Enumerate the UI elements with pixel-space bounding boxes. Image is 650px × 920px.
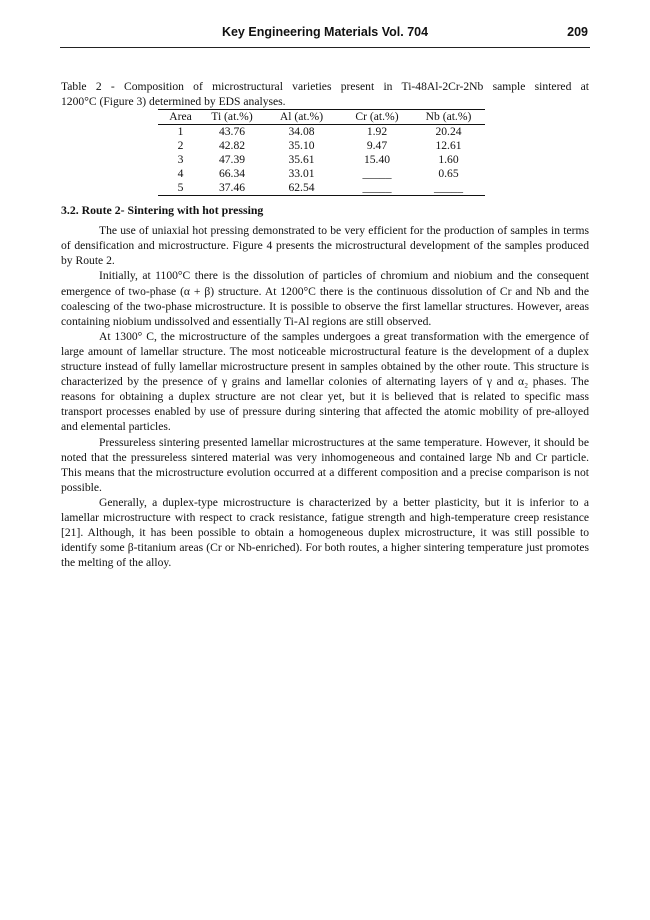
column-header-ti: Ti (at.%) — [203, 110, 261, 125]
table-cell: 62.54 — [288, 181, 315, 195]
column-header-al: Al (at.%) — [261, 110, 342, 125]
table-row — [158, 181, 485, 196]
table-cell: 47.39 — [218, 153, 246, 167]
body-paragraph: At 1300° C, the microstructure of the samples undergoes a great transformation with the emergence of large amount of lamellar structure. The most noticeable microstructural feature is the development of a duplex structure instead of fully lamellar microstructure present in samples obtained by the other route. This structure is characterized by the presence of γ grains and lamellar colonies of alternating layers of γ and α₂ phases. The reasons for obtaining a duplex structure are not clear yet, but it is believed that is related to specific mass transport processes enabled by use of pressure during sintering that affected the atomic mobility of pre-alloyed and elemental particles. — [61, 329, 589, 434]
table-caption-line-1: Table 2 - Composition of microstructural varieties present in Ti-48Al-2Cr-2Nb sample sintered at — [61, 80, 589, 93]
body-paragraph: The use of uniaxial hot pressing demonstrated to be very efficient for the production of samples in terms of densification and microstructure. Figure 4 presents the microstructural development of the samples produced by Route 2. — [61, 224, 589, 268]
table-cell: 33.01 — [288, 167, 315, 181]
table-cell: 20.24 — [435, 125, 462, 139]
table-cell: 37.46 — [218, 181, 246, 195]
table-cell: _____ — [362, 181, 392, 195]
table-cell: 35.10 — [288, 139, 315, 153]
table-cell: 2 — [177, 139, 184, 153]
table-cell: 42.82 — [218, 139, 246, 153]
table-row — [158, 167, 485, 181]
table-cell: 4 — [177, 167, 184, 181]
column-header-nb: Nb (at.%) — [412, 110, 485, 125]
table-cell: 66.34 — [218, 167, 246, 181]
table-cell: 1.60 — [438, 153, 459, 167]
body-paragraph: Pressureless sintering presented lamellar microstructures at the same temperature. However, it should be noted that the pressureless sintered material was very inhomogeneous and contained large Nb and Cr particle. This means that the microstructure evolution occurred at a different composition and a precise comparison is not possible. — [61, 435, 589, 494]
composition-table — [158, 109, 485, 196]
body-paragraph: Initially, at 1100°C there is the dissolution of particles of chromium and niobium and the consequent emergence of two-phase (α + β) structure. At 1200°C there is the continuous dissolution of Cr and Nb and the coalescing of the two-phase microstructure. It is possible to observe the first lamellar structures. However, areas containing niobium undissolved and essentially Ti-Al regions are still observed. — [61, 269, 589, 328]
table-caption — [61, 79, 589, 109]
table-row — [158, 125, 485, 140]
journal-title: Key Engineering Materials Vol. 704 — [221, 25, 429, 39]
table-header-row — [158, 110, 485, 125]
table-cell: 1.92 — [366, 125, 388, 139]
table-cell: 1 — [177, 125, 184, 139]
section-heading: 3.2. Route 2- Sintering with hot pressing — [61, 203, 264, 218]
table-cell: 43.76 — [218, 125, 246, 139]
body-content — [61, 79, 589, 570]
table-cell: 12.61 — [435, 139, 462, 153]
table-cell: 9.47 — [366, 139, 388, 153]
table-caption-line-2: 1200°C (Figure 3) determined by EDS analyses. — [61, 95, 286, 109]
table-cell: _____ — [434, 181, 463, 195]
column-header-cr: Cr (at.%) — [342, 110, 412, 125]
table-row — [158, 153, 485, 167]
table-cell: 5 — [177, 181, 184, 195]
table-row — [158, 139, 485, 153]
page-number: 209 — [567, 25, 588, 39]
table-cell: 15.40 — [363, 153, 391, 167]
body-paragraph: Generally, a duplex-type microstructure is characterized by a better plasticity, but it is inferior to a lamellar microstructure with respect to crack resistance, fatigue strength and high-temperature creep resistance [21]. Although, it has been possible to obtain a homogeneous duplex microstructure, it was still possible to identify some β-titanium areas (Cr or Nb-enriched). For both routes, a higher sintering temperature just promotes the melting of the alloy. — [61, 495, 589, 570]
running-header — [60, 25, 590, 48]
column-header-area: Area — [158, 110, 203, 125]
table-cell: _____ — [362, 167, 392, 181]
table-cell: 34.08 — [288, 125, 315, 139]
table-cell: 0.65 — [438, 167, 459, 181]
table-cell: 35.61 — [288, 153, 315, 167]
table-cell: 3 — [177, 153, 184, 167]
